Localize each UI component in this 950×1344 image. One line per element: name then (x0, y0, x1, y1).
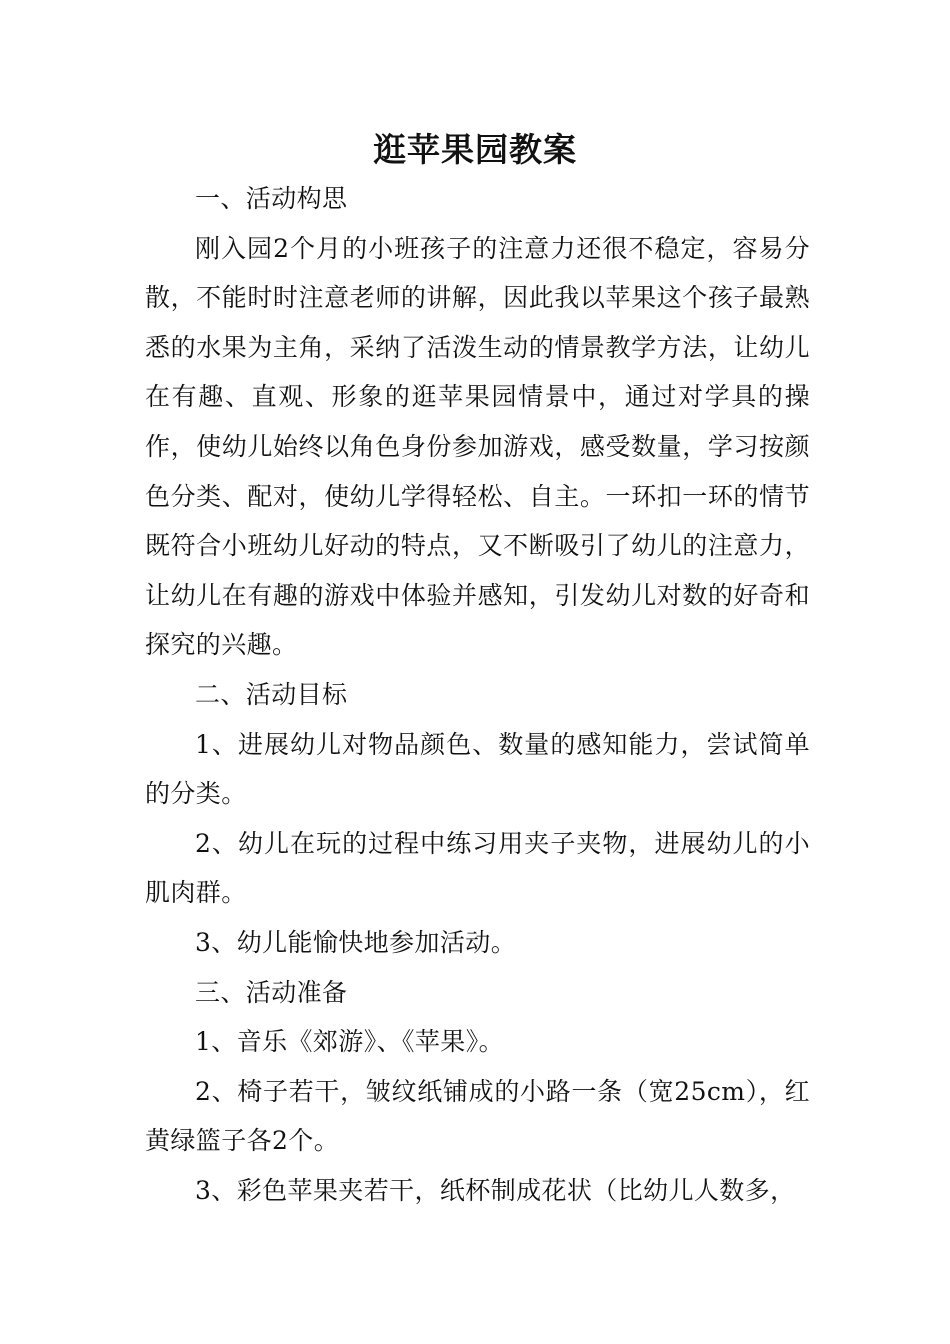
paragraph-concept: 刚入园2个月的小班孩子的注意力还很不稳定，容易分散，不能时时注意老师的讲解，因此我以苹果这个孩子最熟悉的水果为主角，采纳了活泼生动的情景教学方法，让幼儿在有趣、直观、形象的逛苹果园情景中，通过对学具的操作，使幼儿始终以角色身份参加游戏，感受数量，学习按颜色分类、配对，使幼儿学得轻松、自主。一环扣一环的情节既符合小班幼儿好动的特点，又不断吸引了幼儿的注意力，让幼儿在有趣的游戏中体验并感知，引发幼儿对数的好奇和探究的兴趣。 (145, 233, 810, 660)
section-heading-preparation: 三、活动准备 (195, 977, 348, 1007)
document-body (145, 174, 810, 1215)
preparation-item-3: 3、彩色苹果夹若干，纸杯制成花状（比幼儿人数多， (195, 1175, 796, 1205)
goal-item-1: 1、进展幼儿对物品颜色、数量的感知能力，尝试简单的分类。 (145, 729, 810, 809)
section-heading-goals: 二、活动目标 (195, 679, 348, 709)
goal-item-3: 3、幼儿能愉快地参加活动。 (195, 927, 517, 957)
goal-item-2: 2、幼儿在玩的过程中练习用夹子夹物，进展幼儿的小肌肉群。 (145, 828, 810, 908)
document-title: 逛苹果园教案 (373, 130, 577, 169)
preparation-item-2: 2、椅子若干，皱纹纸铺成的小路一条（宽25cm），红黄绿篮子各2个。 (145, 1076, 810, 1156)
section-heading-concept: 一、活动构思 (195, 184, 348, 213)
preparation-item-1: 1、音乐《郊游》、《苹果》。 (195, 1027, 505, 1057)
